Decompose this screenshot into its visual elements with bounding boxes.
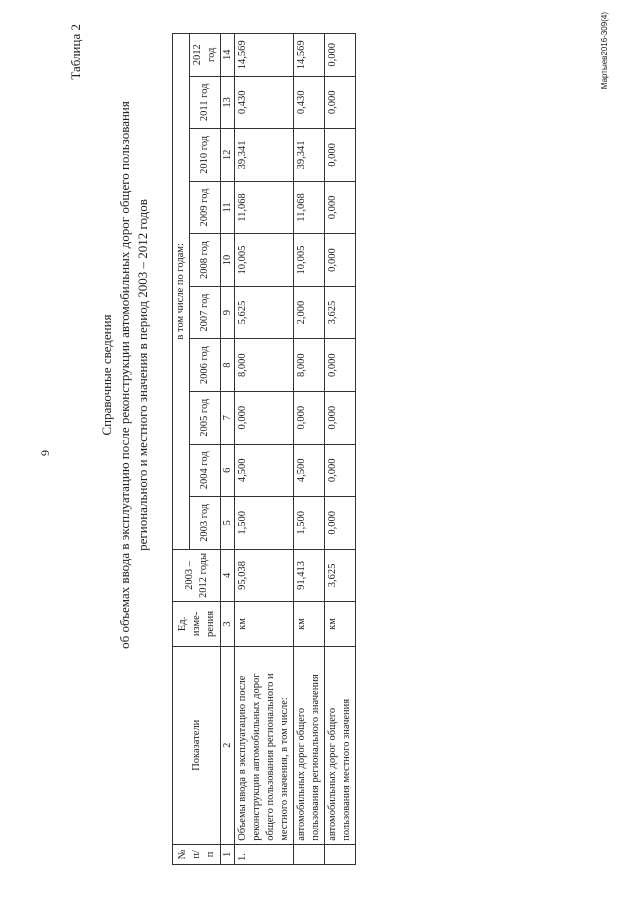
- row-value: 11,068: [294, 181, 325, 234]
- row-value: 0,000: [294, 391, 325, 444]
- row-indicator: автомобильных дорог общего пользования местного значения: [325, 646, 356, 844]
- row-num: [325, 844, 356, 864]
- row-unit: км: [294, 602, 325, 646]
- column-number: 5: [221, 497, 235, 550]
- row-value: 0,000: [325, 391, 356, 444]
- column-number: 2: [221, 646, 235, 844]
- column-number: 4: [221, 549, 235, 602]
- row-value: 0,430: [235, 76, 294, 129]
- row-value: 10,005: [235, 234, 294, 287]
- row-value: 0,000: [325, 339, 356, 392]
- document-title: [98, 0, 152, 755]
- row-value: 11,068: [235, 181, 294, 234]
- row-value: 1,500: [235, 497, 294, 550]
- page-number: 9: [38, 450, 52, 456]
- row-value: 0,000: [325, 234, 356, 287]
- row-value: 0,000: [235, 391, 294, 444]
- row-value: 0,430: [294, 76, 325, 129]
- header-year: 2009 год: [190, 181, 221, 234]
- row-value: 39,341: [294, 129, 325, 182]
- row-value: 14,569: [294, 34, 325, 77]
- column-number-row: [221, 34, 235, 865]
- row-value: 2,000: [294, 286, 325, 339]
- row-value: 1,500: [294, 497, 325, 550]
- column-number: 7: [221, 391, 235, 444]
- row-value: 0,000: [325, 497, 356, 550]
- row-value: 0,000: [325, 76, 356, 129]
- title-line-3: регионального и местного значения в период 2003 – 2012 годов: [135, 199, 150, 551]
- row-value: 5,625: [235, 286, 294, 339]
- column-number: 8: [221, 339, 235, 392]
- row-indicator: Объемы ввода в эксплуатацию после реконструкции автомобильных дорог общего пользования регионального и местного значения, в том числе:: [235, 646, 294, 844]
- column-number: 1: [221, 844, 235, 864]
- header-by-years: в том числе по годам:: [173, 34, 190, 550]
- row-total: 91,413: [294, 549, 325, 602]
- row-total: 95,038: [235, 549, 294, 602]
- header-year: 2012 год: [190, 34, 221, 77]
- row-unit: км: [325, 602, 356, 646]
- row-value: 39,341: [235, 129, 294, 182]
- column-number: 3: [221, 602, 235, 646]
- header-num: № п/п: [173, 844, 221, 864]
- row-num: 1.: [235, 844, 294, 864]
- row-value: 8,000: [235, 339, 294, 392]
- header-total: 2003 – 2012 годы: [173, 549, 221, 602]
- row-num: [294, 844, 325, 864]
- data-table: [172, 33, 356, 865]
- header-year: 2008 год: [190, 234, 221, 287]
- title-line-2: об объемах ввода в эксплуатацию после реконструкции автомобильных дорог общего пользования: [117, 101, 132, 649]
- column-number: 9: [221, 286, 235, 339]
- row-value: 0,000: [325, 181, 356, 234]
- column-number: 11: [221, 181, 235, 234]
- title-line-1: Справочные сведения: [99, 314, 114, 436]
- row-value: 4,500: [294, 444, 325, 497]
- column-number: 10: [221, 234, 235, 287]
- header-year: 2005 год: [190, 391, 221, 444]
- row-value: 10,005: [294, 234, 325, 287]
- header-year: 2004 год: [190, 444, 221, 497]
- row-unit: км: [235, 602, 294, 646]
- row-value: 0,000: [325, 444, 356, 497]
- header-year: 2011 год: [190, 76, 221, 129]
- header-year: 2006 год: [190, 339, 221, 392]
- header-year: 2003 год: [190, 497, 221, 550]
- row-value: 0,000: [325, 129, 356, 182]
- table-row: [294, 34, 325, 865]
- header-indicator: Показатели: [173, 646, 221, 844]
- row-value: 4,500: [235, 444, 294, 497]
- row-value: 3,625: [325, 286, 356, 339]
- document-code: Мартыев2016-309(4): [600, 12, 609, 90]
- header-unit: Ед. изме-рения: [173, 602, 221, 646]
- row-value: 8,000: [294, 339, 325, 392]
- row-value: 14,569: [235, 34, 294, 77]
- column-number: 13: [221, 76, 235, 129]
- header-row-1: [173, 34, 190, 865]
- header-year: 2007 год: [190, 286, 221, 339]
- table-row: [235, 34, 294, 865]
- column-number: 6: [221, 444, 235, 497]
- table-label: Таблица 2: [68, 24, 83, 80]
- row-indicator: автомобильных дорог общего пользования регионального значения: [294, 646, 325, 844]
- table-row: [325, 34, 356, 865]
- column-number: 12: [221, 129, 235, 182]
- column-number: 14: [221, 34, 235, 77]
- row-total: 3,625: [325, 549, 356, 602]
- header-year: 2010 год: [190, 129, 221, 182]
- row-value: 0,000: [325, 34, 356, 77]
